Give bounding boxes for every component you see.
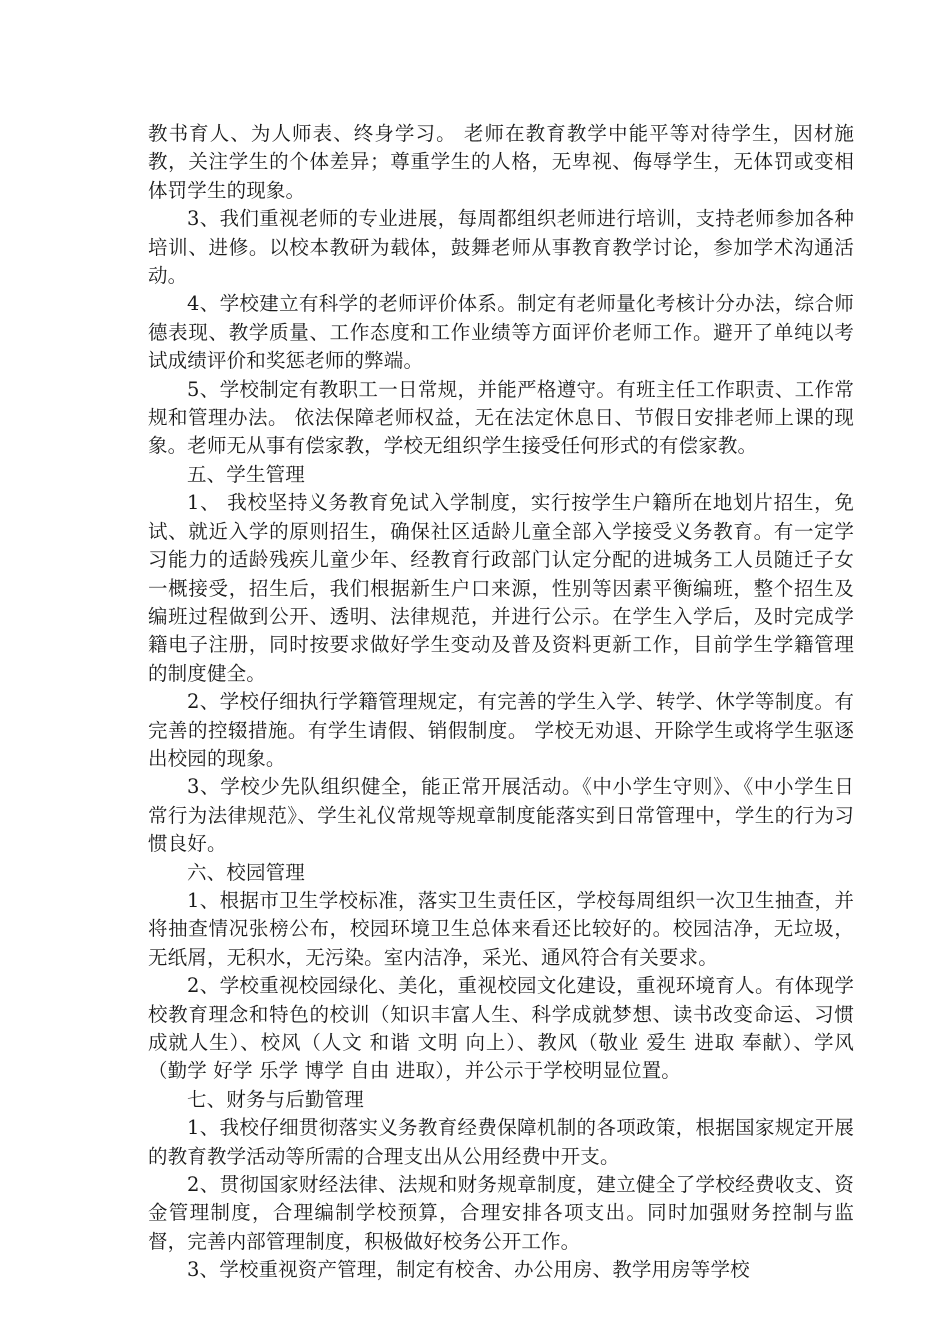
paragraph: 4、学校建立有科学的老师评价体系。制定有老师量化考核计分办法，综合师德表现、教学质量、工作态度和工作业绩等方面评价老师工作。避开了单纯以考试成绩评价和奖惩老师的弊端。 xyxy=(148,292,854,373)
section-heading: 五、学生管理 xyxy=(187,462,305,486)
paragraph: 教书育人、为人师表、终身学习。 老师在教育教学中能平等对待学生，因材施教，关注学生的个体差异；尊重学生的人格，无卑视、侮辱学生，无体罚或变相体罚学生的现象。 xyxy=(148,122,854,202)
section-heading: 七、财务与后勤管理 xyxy=(187,1087,364,1111)
section-heading: 六、校园管理 xyxy=(187,860,305,884)
paragraph: 3、学校少先队组织健全，能正常开展活动。《中小学生守则》、《中小学生日常行为法律规范》、学生礼仪常规等规章制度能落实到日常管理中，学生的行为习惯良好。 xyxy=(148,775,854,856)
paragraph: 1、 我校坚持义务教育免试入学制度，实行按学生户籍所在地划片招生，免试、就近入学的原则招生，确保社区适龄儿童全部入学接受义务教育。有一定学习能力的适龄残疾儿童少年、经教育行政部门认定分配的进城务工人员随迁子女一概接受，招生后，我们根据新生户口来源，性别等因素平衡编班，整个招生及编班过程做到公开、透明、法律规范，并进行公示。在学生入学后，及时完成学籍电子注册，同时按要求做好学生变动及普及资料更新工作，目前学生学籍管理的制度健全。 xyxy=(148,491,854,685)
paragraph: 2、贯彻国家财经法律、法规和财务规章制度，建立健全了学校经费收支、资金管理制度，合理编制学校预算，合理安排各项支出。同时加强财务控制与监督，完善内部管理制度，积极做好校务公开工作。 xyxy=(148,1173,854,1253)
paragraph: 1、根据市卫生学校标准，落实卫生责任区，学校每周组织一次卫生抽查，并将抽查情况张榜公布，校园环境卫生总体来看还比较好的。校园洁净，无垃圾，无纸屑，无积水，无污染。室内洁净，采光、通风符合有关要求。 xyxy=(148,888,854,969)
document-page xyxy=(148,120,854,1285)
paragraph: 3、我们重视老师的专业进展，每周都组织老师进行培训，支持老师参加各种培训、进修。以校本教研为载体，鼓舞老师从事教育教学讨论，参加学术沟通活动。 xyxy=(148,207,854,288)
paragraph: 3、学校重视资产管理，制定有校舍、办公用房、教学用房等学校 xyxy=(187,1258,750,1282)
paragraph: 5、学校制定有教职工一日常规，并能严格遵守。有班主任工作职责、工作常规和管理办法。 依法保障老师权益，无在法定休息日、节假日安排老师上课的现象。老师无从事有偿家教，学校无组织学生接受任何形式的有偿家教。 xyxy=(148,377,854,458)
paragraph: 1、我校仔细贯彻落实义务教育经费保障机制的各项政策，根据国家规定开展的教育教学活动等所需的合理支出从公用经费中开支。 xyxy=(148,1116,854,1168)
paragraph: 2、学校仔细执行学籍管理规定，有完善的学生入学、转学、休学等制度。有完善的控辍措施。有学生请假、销假制度。 学校无劝退、开除学生或将学生驱逐出校园的现象。 xyxy=(148,690,854,770)
paragraph: 2、学校重视校园绿化、美化，重视校园文化建设，重视环境育人。有体现学校教育理念和特色的校训（知识丰富人生、科学成就梦想、读书改变命运、习惯成就人生）、校风（人文 和谐 文明 向上）、教风（敬业 爱生 进取 奉献）、学风（勤学 好学 乐学 博学 自由 进取），并公示于学校明显位置。 xyxy=(148,974,854,1083)
